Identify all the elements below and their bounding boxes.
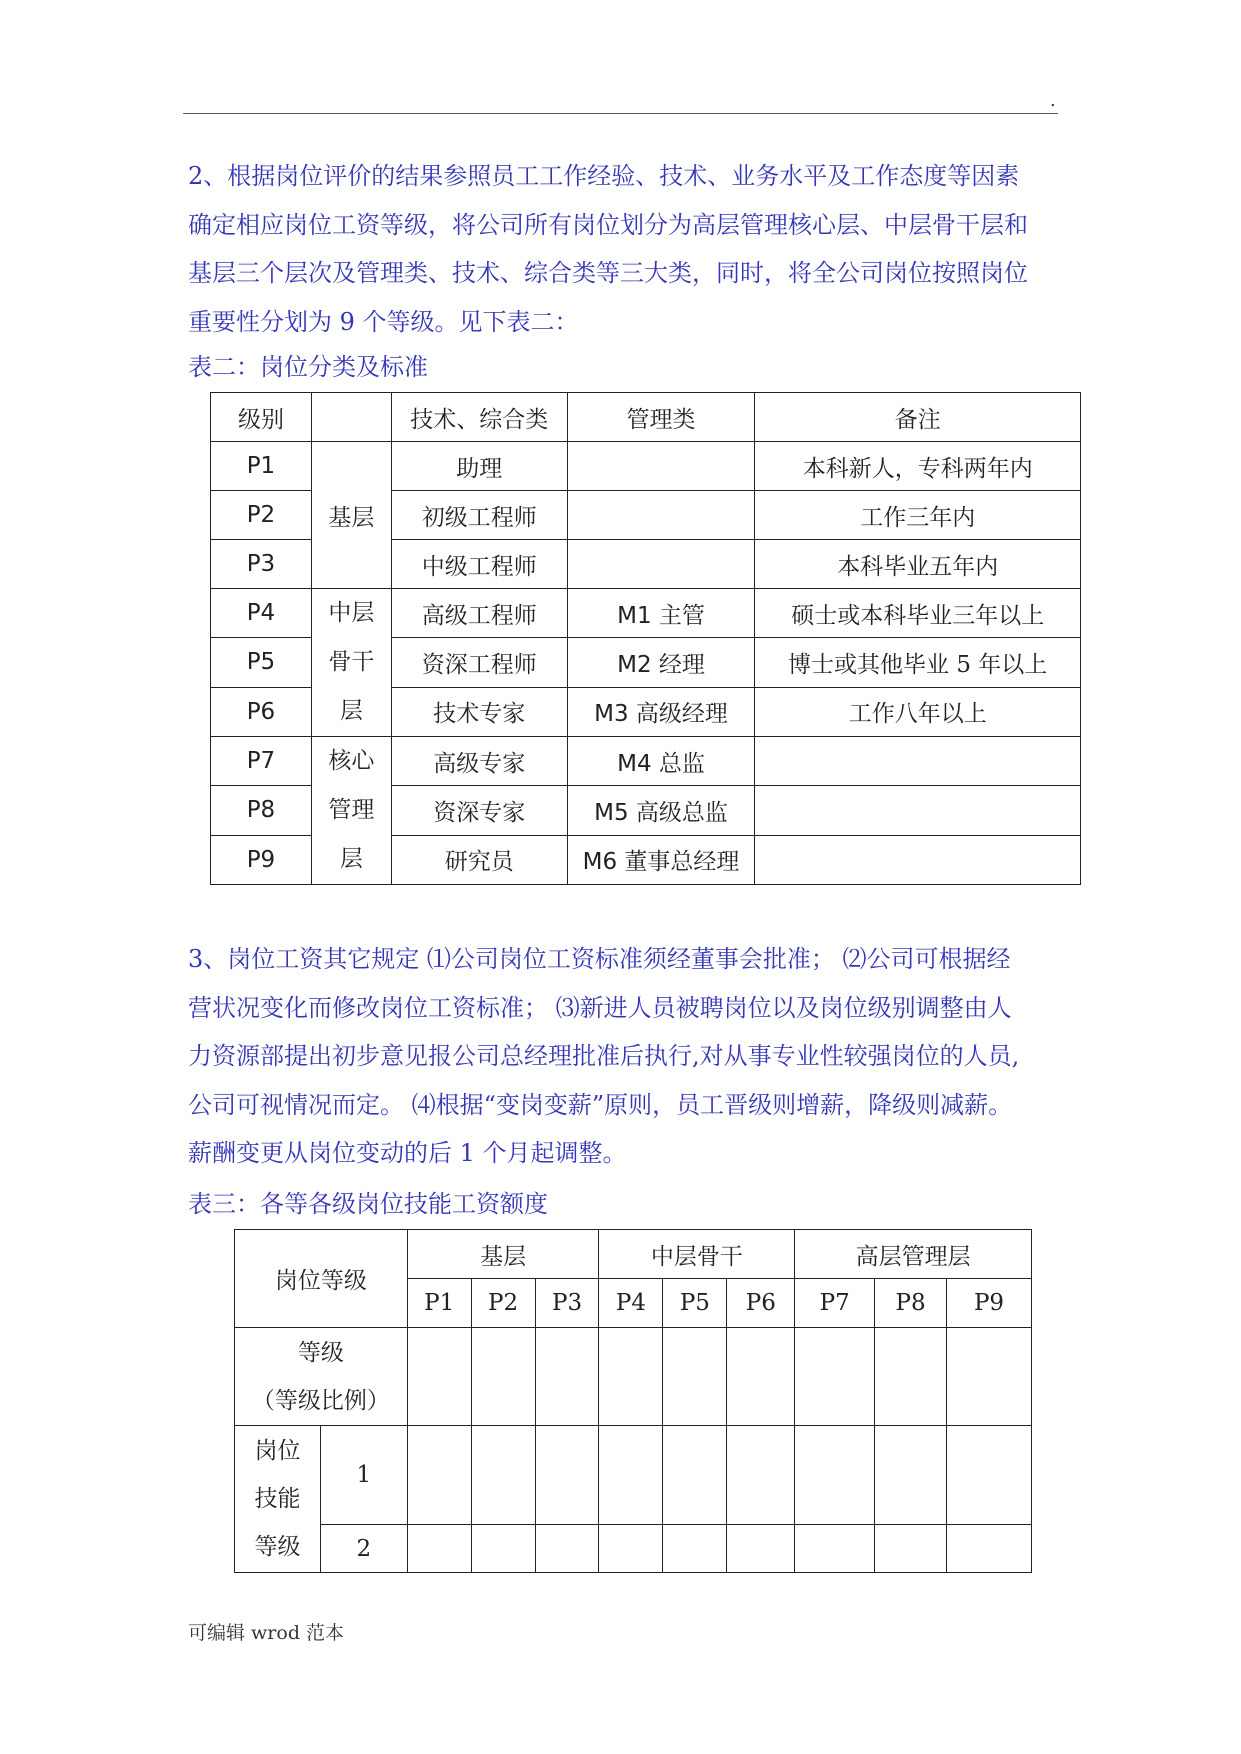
group-cell: 中层骨干	[599, 1230, 795, 1279]
note-cell: 本科毕业五年内	[755, 540, 1081, 589]
header-cell: 技术、综合类	[391, 393, 567, 442]
skill-level-cell: 2	[320, 1525, 407, 1573]
table3-skill-row	[235, 1525, 1032, 1573]
mgmt-cell	[567, 786, 755, 835]
grade-cell: P8	[875, 1279, 947, 1328]
grade-cell: P3	[535, 1279, 599, 1328]
para3-line: 3、岗位工资其它规定 ⑴公司岗位工资标准须经董事会批准； ⑵公司可根据经	[188, 945, 1011, 973]
empty-cell	[947, 1525, 1032, 1573]
para3-line: 营状况变化而修改岗位工资标准； ⑶新进人员被聘岗位以及岗位级别调整由人	[188, 993, 1012, 1022]
mgmt-title: 经理	[658, 651, 705, 678]
grade-cell: P7	[795, 1279, 875, 1328]
para3-line: 力资源部提出初步意见报公司总经理批准后执行,对从事专业性较强岗位的人员,	[188, 1042, 1020, 1070]
ratio-label: （等级比例）	[251, 1387, 390, 1414]
corner-cell: 岗位等级	[235, 1230, 408, 1328]
tech-cell: 助理	[391, 442, 567, 491]
header-cell: 级别	[211, 393, 312, 442]
grade-cell: P4	[599, 1279, 663, 1328]
para2-line: 确定相应岗位工资等级，将公司所有岗位划分为高层管理核心层、中层骨干层和	[188, 210, 1028, 239]
empty-cell	[407, 1328, 471, 1426]
note-cell: 工作八年以上	[755, 687, 1081, 736]
empty-cell	[875, 1328, 947, 1426]
empty-cell	[663, 1426, 727, 1525]
mgmt-code: M1	[617, 602, 652, 629]
empty-cell	[947, 1328, 1032, 1426]
empty-cell	[795, 1525, 875, 1573]
level-text: 核心	[328, 748, 375, 774]
grade-cell: P5	[663, 1279, 727, 1328]
tech-cell: 中级工程师	[391, 540, 567, 589]
empty-cell	[875, 1426, 947, 1525]
level-cell-base: 基层	[311, 442, 391, 589]
grade-cell: P6	[727, 1279, 795, 1328]
level-cell-middle	[311, 589, 391, 737]
page-footer: 可编辑 wrod 范本	[188, 1622, 345, 1644]
mgmt-cell	[567, 687, 755, 736]
note-cell	[755, 835, 1081, 884]
empty-cell	[947, 1426, 1032, 1525]
tech-cell: 资深工程师	[391, 638, 567, 687]
level-cell-core	[311, 737, 391, 885]
empty-cell	[663, 1525, 727, 1573]
note-cell: 硕士或本科毕业三年以上	[755, 589, 1081, 638]
empty-cell	[727, 1525, 795, 1573]
mgmt-cell	[567, 589, 755, 638]
grade-cell: P1	[407, 1279, 471, 1328]
mgmt-title: 总监	[658, 750, 705, 777]
para3-line: 公司可视情况而定。 ⑷根据“变岗变薪”原则，员工晋级则增薪，降级则减薪。	[188, 1090, 1013, 1119]
grade-cell: P7	[211, 737, 312, 786]
level-text: 层	[339, 846, 363, 872]
paragraph-3	[188, 935, 1063, 1178]
empty-cell	[535, 1328, 599, 1426]
mgmt-title: 高级总监	[635, 799, 728, 826]
grade-cell: P1	[211, 442, 312, 491]
empty-cell	[471, 1328, 535, 1426]
grade-cell: P9	[947, 1279, 1032, 1328]
empty-cell	[535, 1426, 599, 1525]
empty-cell	[599, 1426, 663, 1525]
empty-cell	[795, 1328, 875, 1426]
level-text: 层	[339, 698, 363, 724]
empty-cell	[875, 1525, 947, 1573]
mgmt-cell	[567, 835, 755, 884]
grade-cell: P2	[211, 491, 312, 540]
mgmt-title: 董事总经理	[624, 849, 740, 876]
group-cell: 高层管理层	[795, 1230, 1032, 1279]
empty-cell	[795, 1426, 875, 1525]
level-text: 管理	[328, 797, 375, 823]
table3-group-row	[235, 1230, 1032, 1279]
table3-caption: 表三：各等各级岗位技能工资额度	[188, 1190, 548, 1218]
note-cell	[755, 786, 1081, 835]
table3-skill-row	[235, 1426, 1032, 1525]
header-dot: .	[1050, 90, 1056, 111]
note-cell	[755, 737, 1081, 786]
para2-line: 基层三个层次及管理类、技术、综合类等三大类，同时，将全公司岗位按照岗位	[188, 259, 1028, 287]
mgmt-cell	[567, 737, 755, 786]
table-3-skill-wage	[234, 1229, 1032, 1573]
tech-cell: 研究员	[391, 835, 567, 884]
grade-cell: P6	[211, 687, 312, 736]
tech-cell: 资深专家	[391, 786, 567, 835]
empty-cell	[599, 1525, 663, 1573]
empty-cell	[407, 1426, 471, 1525]
header-cell: 备注	[755, 393, 1081, 442]
header-cell: 管理类	[567, 393, 755, 442]
grade-cell: P5	[211, 638, 312, 687]
level-text: 中层	[328, 600, 375, 626]
empty-cell	[471, 1525, 535, 1573]
empty-cell	[407, 1525, 471, 1573]
table2-caption: 表二：岗位分类及标准	[188, 353, 428, 381]
tech-cell: 初级工程师	[391, 491, 567, 540]
table2-header-row	[211, 393, 1081, 442]
table3-ratio-row	[235, 1328, 1032, 1426]
grade-cell: P2	[471, 1279, 535, 1328]
ratio-label: 等级	[297, 1339, 344, 1366]
tech-cell: 技术专家	[391, 687, 567, 736]
table-row	[211, 589, 1081, 638]
grade-cell: P8	[211, 786, 312, 835]
note-cell: 本科新人，专科两年内	[755, 442, 1081, 491]
mgmt-code: M5	[594, 799, 629, 826]
empty-cell	[535, 1525, 599, 1573]
note-cell: 博士或其他毕业 5 年以上	[755, 638, 1081, 687]
mgmt-code: M3	[594, 701, 629, 728]
table-2-position-classification	[210, 392, 1081, 885]
table-row	[211, 442, 1081, 491]
skill-label-cell	[235, 1426, 321, 1573]
paragraph-2	[188, 152, 1063, 346]
level-text: 骨干	[328, 649, 375, 675]
skill-label: 技能	[254, 1486, 301, 1512]
mgmt-cell	[567, 442, 755, 491]
table-row	[211, 737, 1081, 786]
mgmt-code: M2	[617, 651, 652, 678]
header-rule	[183, 113, 1058, 114]
empty-cell	[727, 1426, 795, 1525]
note-cell: 工作三年内	[755, 491, 1081, 540]
tech-cell: 高级专家	[391, 737, 567, 786]
mgmt-title: 主管	[658, 602, 705, 629]
mgmt-cell	[567, 540, 755, 589]
mgmt-cell	[567, 638, 755, 687]
para3-line: 薪酬变更从岗位变动的后 1 个月起调整。	[188, 1139, 627, 1167]
skill-label: 等级	[254, 1534, 301, 1560]
group-cell: 基层	[407, 1230, 599, 1279]
empty-cell	[727, 1328, 795, 1426]
skill-level-cell: 1	[320, 1426, 407, 1525]
empty-cell	[471, 1426, 535, 1525]
grade-cell: P3	[211, 540, 312, 589]
grade-cell: P4	[211, 589, 312, 638]
skill-label: 岗位	[254, 1438, 301, 1464]
para2-line: 2、根据岗位评价的结果参照员工工作经验、技术、业务水平及工作态度等因素	[188, 162, 1020, 190]
header-cell	[311, 393, 391, 442]
empty-cell	[599, 1328, 663, 1426]
mgmt-title: 高级经理	[635, 701, 728, 728]
grade-cell: P9	[211, 835, 312, 884]
mgmt-code: M4	[617, 750, 652, 777]
tech-cell: 高级工程师	[391, 589, 567, 638]
empty-cell	[663, 1328, 727, 1426]
ratio-label-cell	[235, 1328, 408, 1426]
para2-line: 重要性分划为 9 个等级。见下表二：	[188, 307, 579, 336]
mgmt-code: M6	[582, 849, 618, 876]
mgmt-cell	[567, 491, 755, 540]
